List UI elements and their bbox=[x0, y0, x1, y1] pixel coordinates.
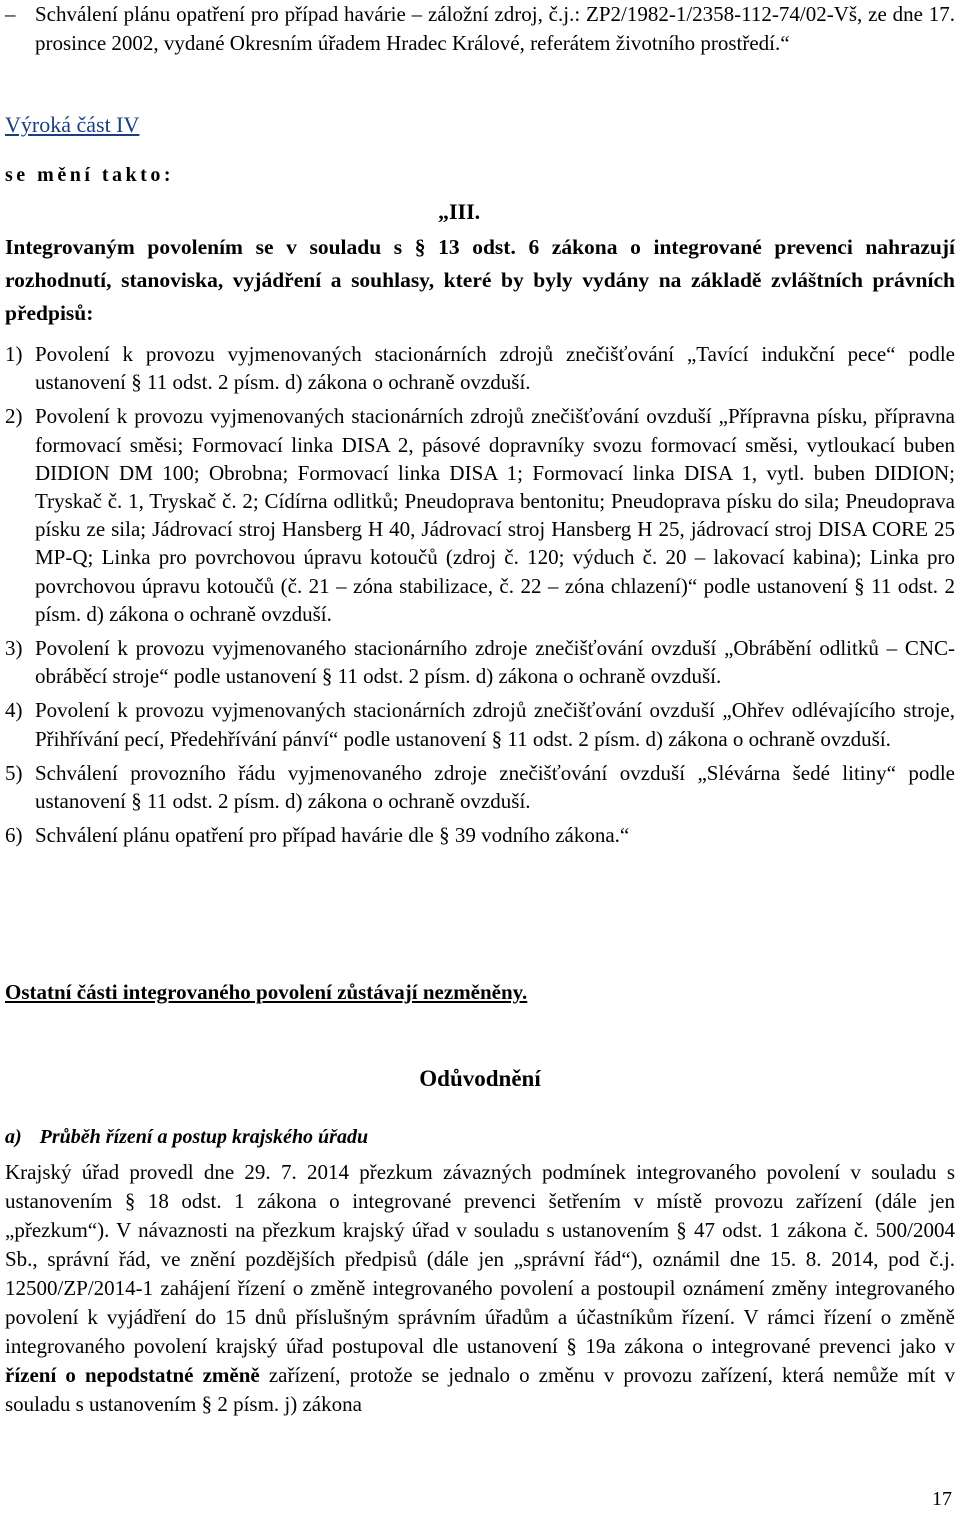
item-number: 5) bbox=[5, 760, 23, 785]
list-item bbox=[5, 634, 955, 690]
item-text: Schválení plánu opatření pro případ havárie dle § 39 vodního zákona.“ bbox=[35, 823, 630, 848]
list-item bbox=[5, 402, 955, 628]
subsection-label: a) bbox=[5, 1126, 22, 1148]
subsection-heading bbox=[5, 1126, 368, 1149]
item-text: Povolení k provozu vyjmenovaných stacionárních zdrojů znečišťování ovzduší „Přípravna písku, přípravna formovací směsi; Formovací linka DISA 2, pásové dopravníky svozu formovací směsi, vytloukací buben DIDION DM 100; Obrobna; Formovací linka DISA 1; Formovací linka DISA 1, vytl. buben DIDION; Tryskač č. 1, Tryskač č. 2; Cídírna odlitků; Pneudoprava bentonitu; Pneudoprava písku do sila; Pneudoprava písku ze sila; Jádrovací stroj Hansberg H 40, Jádrovací stroj Hansberg H 25, jádrovací stroj DISA CORE 25 MP-Q; Linka pro povrchovou úpravu kotoučů (zdroj č. 120; výduch č. 20 – lakovací kabina); Linka pro povrchovou úpravu kotoučů (č. 21 – zóna stabilizace, č. 22 – zóna chlazení)“ podle ustanovení § 11 odst. 2 písm. d) zákona o ochraně ovzduší. bbox=[35, 404, 955, 626]
top-list-item-text: Schválení plánu opatření pro případ havárie – záložní zdroj, č.j.: ZP2/1982-1/2358-112-74/02-Vš, ze dne 17. prosince 2002, vydané Okresním úřadem Hradec Králové, referátem životního prostředí.“ bbox=[35, 2, 955, 55]
item-text: Povolení k provozu vyjmenovaných stacionárních zdrojů znečišťování „Tavící indukční pece“ podle ustanovení § 11 odst. 2 písm. d) zákona o ochraně ovzduší. bbox=[35, 342, 955, 395]
item-text: Povolení k provozu vyjmenovaného stacionárního zdroje znečišťování ovzduší „Obrábění odlitků – CNC-obráběcí stroje“ podle ustanovení § 11 odst. 2 písm. d) zákona o ochraně ovzduší. bbox=[35, 636, 955, 689]
body-text-bold: řízení o nepodstatné změně bbox=[5, 1363, 260, 1387]
list-dash: – bbox=[5, 2, 16, 26]
item-number: 3) bbox=[5, 636, 23, 661]
item-text: Povolení k provozu vyjmenovaných stacionárních zdrojů znečišťování ovzduší „Ohřev odlévajícího stroje, Přihřívání pecí, Předehřívání pánví“ podle ustanovení § 11 odst. 2 písm. d) zákona o ochraně ovzduší. bbox=[35, 698, 955, 751]
unchanged-parts-note: Ostatní části integrovaného povolení zůstávají nezměněny. bbox=[5, 980, 528, 1004]
vyrok-heading: Výroká část IV bbox=[5, 112, 140, 137]
list-item bbox=[5, 696, 955, 752]
body-paragraph bbox=[5, 1158, 955, 1419]
section-number: „III. bbox=[438, 199, 481, 224]
item-number: 6) bbox=[5, 823, 23, 848]
top-list-item bbox=[5, 0, 955, 57]
body-text-part2: zařízení, protože se jednalo o změnu v provozu zařízení, která nemůže mít v souladu s ustanovením § 2 písm. j) zákona bbox=[5, 1363, 956, 1416]
permit-list bbox=[5, 340, 955, 855]
takto-line: se mění takto: bbox=[5, 164, 174, 186]
justification-title: Odůvodnění bbox=[419, 1066, 541, 1091]
intro-paragraph: Integrovaným povolením se v souladu s § 13 odst. 6 zákona o integrované prevenci nahrazují rozhodnutí, stanoviska, vyjádření a souhlasy, které by byly vydány na základě zvláštních právních předpisů: bbox=[5, 235, 955, 325]
item-number: 4) bbox=[5, 698, 23, 723]
list-item bbox=[5, 340, 955, 396]
page-number: 17 bbox=[932, 1488, 952, 1510]
list-item bbox=[5, 759, 955, 815]
item-number: 1) bbox=[5, 342, 23, 366]
justification-heading bbox=[0, 1066, 960, 1092]
item-text: Schválení provozního řádu vyjmenovaného zdroje znečišťování ovzduší „Slévárna šedé litiny“ podle ustanovení § 11 odst. 2 písm. d) zákona o ochraně ovzduší. bbox=[35, 760, 955, 814]
body-text-part1: Krajský úřad provedl dne 29. 7. 2014 přezkum závazných podmínek integrovaného povolení v souladu s ustanovením § 18 odst. 1 zákona o integrované prevenci šetřením v místě provozu zařízení (dále jen „přezkum“). V návaznosti na přezkum krajský úřad v souladu s ustanovením § 47 odst. 1 zákona č. 500/2004 Sb., správní řád, ve znění pozdějších předpisů (dále jen „správní řád“), oznámil dne 15. 8. 2014, pod č.j. 12500/ZP/2014-1 zahájení řízení o změně integrovaného povolení a postoupil oznámení změny integrovaného povolení k vyjádření do 15 dnů příslušným správním úřadům a účastníkům řízení. V rámci řízení o změně integrovaného povolení krajský úřad postupoval dle ustanovení § 19a zákona o integrované prevenci jako v bbox=[5, 1160, 955, 1358]
subsection-title: Průběh řízení a postup krajského úřadu bbox=[39, 1126, 369, 1148]
list-item bbox=[5, 821, 955, 849]
item-number: 2) bbox=[5, 404, 23, 429]
